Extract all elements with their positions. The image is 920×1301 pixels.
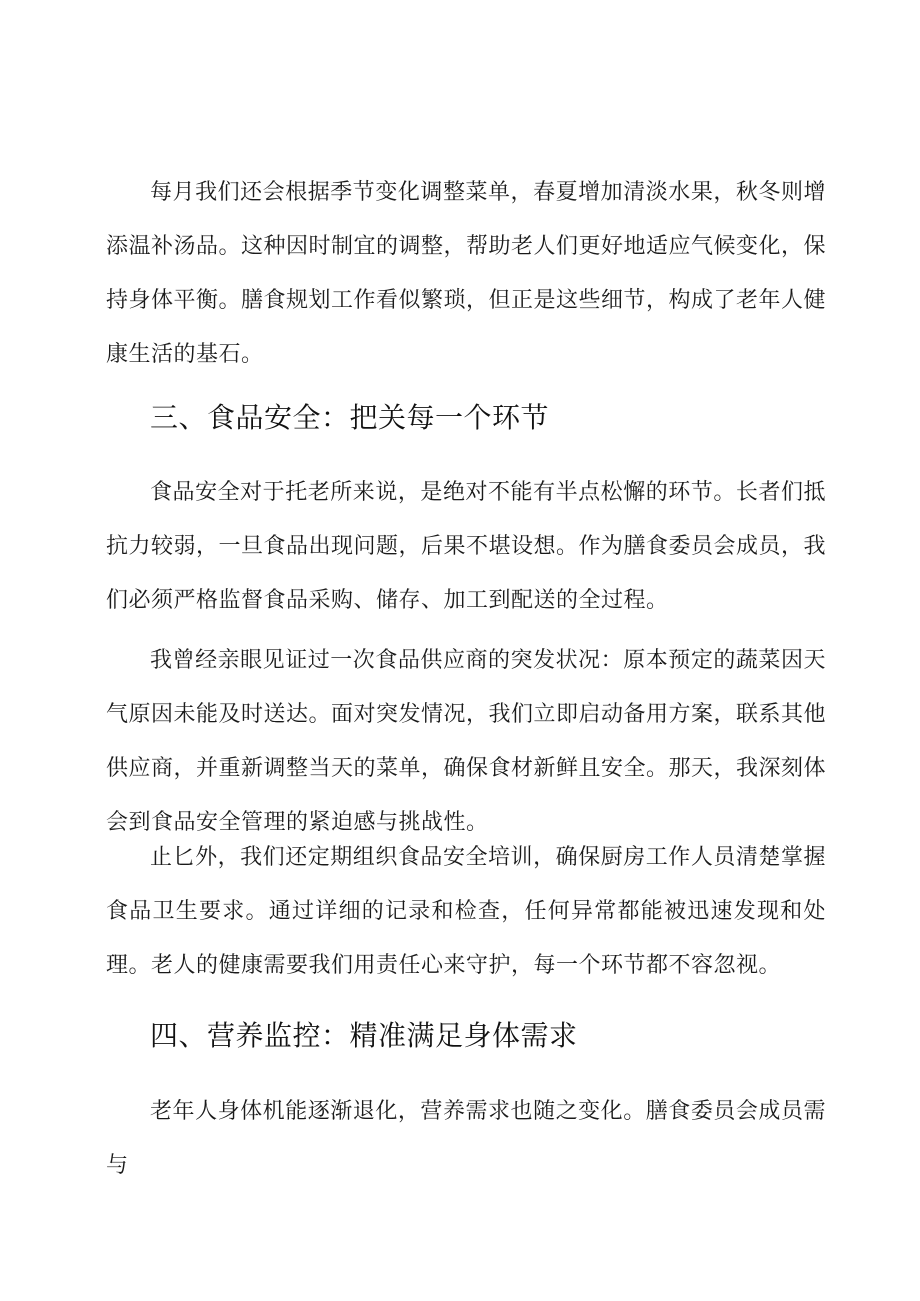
body-paragraph: 每月我们还会根据季节变化调整菜单，春夏增加清淡水果，秋冬则增添温补汤品。这种因时制宜的调整，帮助老人们更好地适应气候变化，保持身体平衡。膳食规划工作看似繁琐，但正是这些细节，构成了老年人健康生活的基石。 [106, 180, 827, 367]
body-paragraph: 我曾经亲眼见证过一次食品供应商的突发状况：原本预定的蔬菜因天气原因未能及时送达。面对突发情况，我们立即启动备用方案，联系其他供应商，并重新调整当天的菜单，确保食材新鲜且安全。那天，我深刻体会到食品安全管理的紧迫感与挑战性。 [106, 648, 827, 835]
body-paragraph: 老年人身体机能逐渐退化，营养需求也随之变化。膳食委员会成员需与 [106, 1099, 826, 1178]
section-heading-food-safety: 三、食品安全：把关每一个环节 [150, 401, 550, 434]
body-paragraph: 止匕外，我们还定期组织食品安全培训，确保厨房工作人员清楚掌握食品卫生要求。通过详细的记录和检查，任何异常都能被迅速发现和处理。老人的健康需要我们用责任心来守护，每一个环节都不容忽视。 [106, 845, 826, 978]
section-heading-nutrition-monitoring: 四、营养监控：精准满足身体需求 [150, 1019, 578, 1052]
body-paragraph: 食品安全对于托老所来说，是绝对不能有半点松懈的环节。长者们抵抗力较弱，一旦食品出现问题，后果不堪设想。作为膳食委员会成员，我们必须严格监督食品采购、储存、加工到配送的全过程。 [106, 480, 827, 613]
